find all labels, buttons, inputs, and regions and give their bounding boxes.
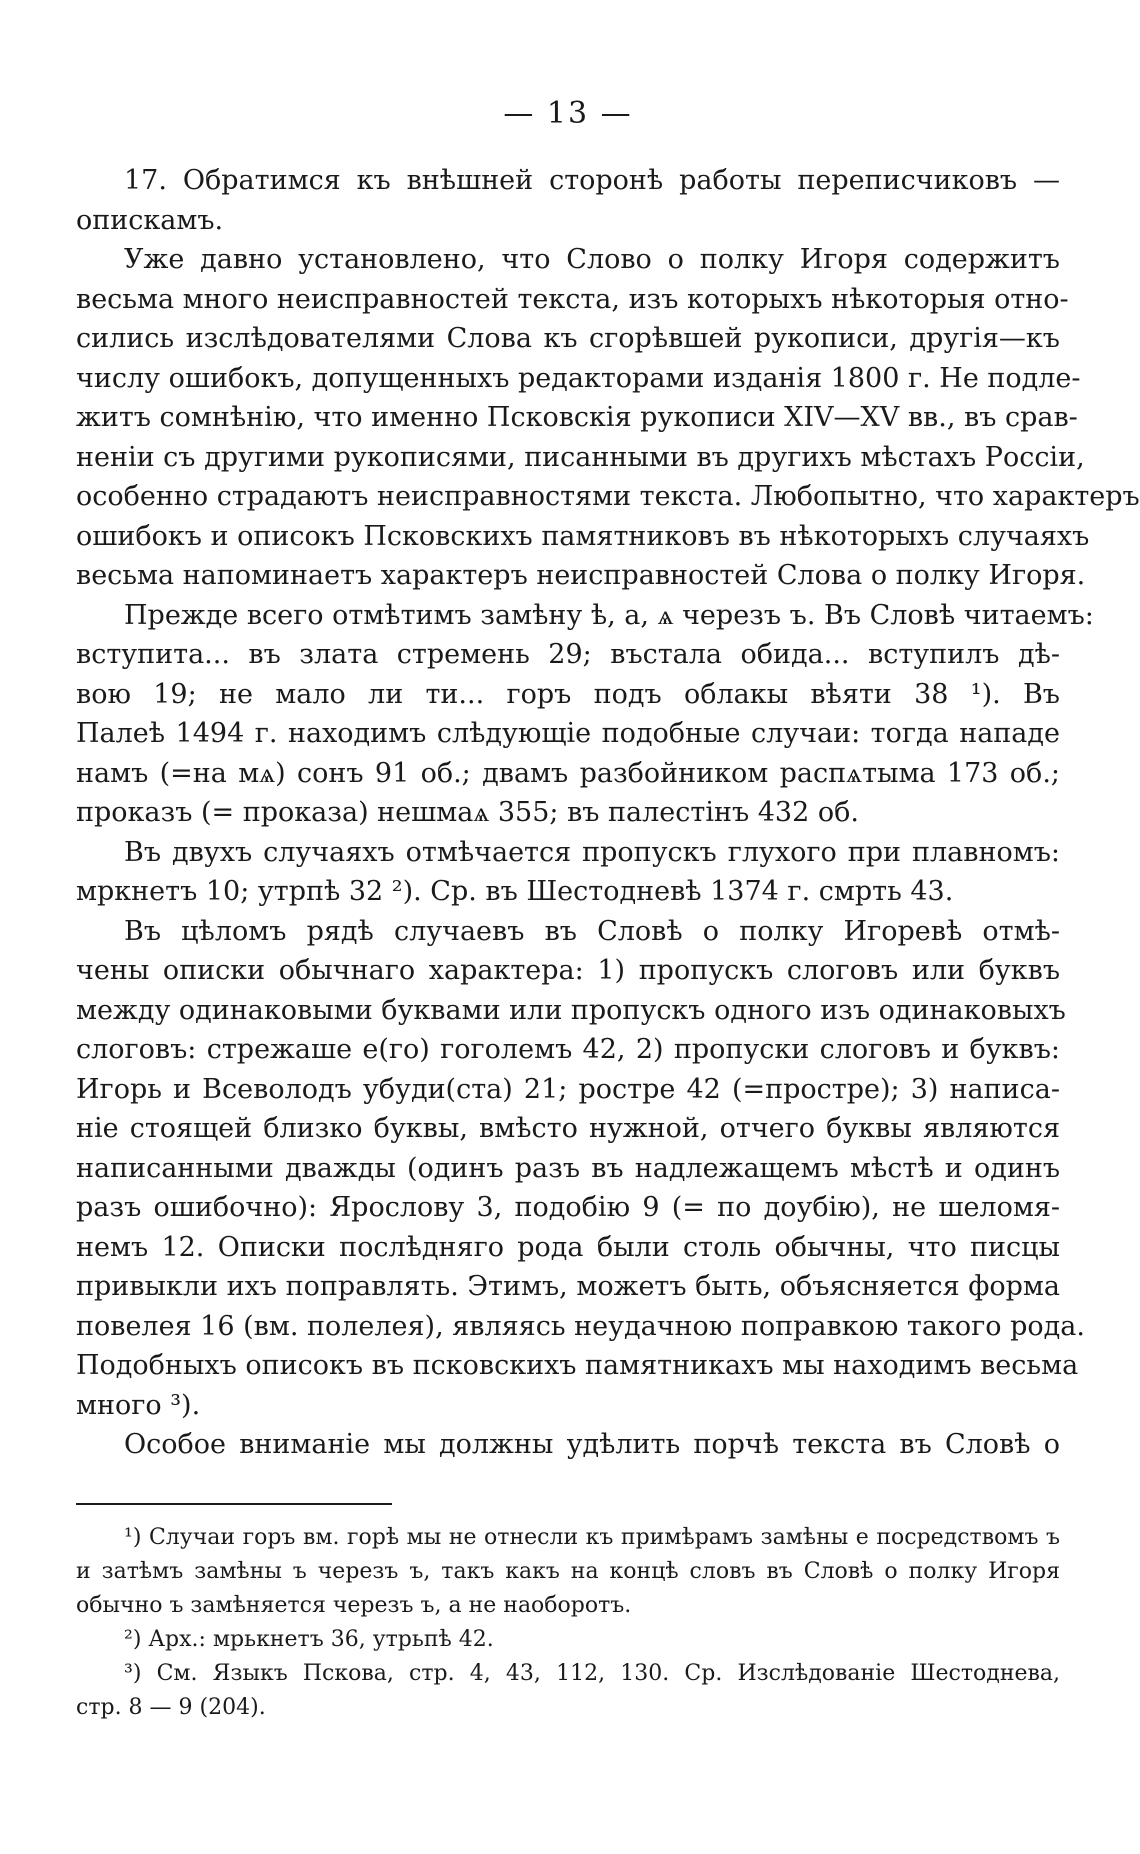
text-line: Уже давно установлено, что Слово о полку Игоря содержитъ <box>124 244 1060 275</box>
text-line: между одинаковыми буквами или пропускъ одного изъ одинаковыхъ <box>76 994 1066 1026</box>
text-line: повелея 16 (вм. полелея), являясь неудачною поправкою такого рода. <box>76 1310 1085 1342</box>
text-line: много ³). <box>76 1389 201 1421</box>
text-line: сились изслѣдователями Слова къ сгорѣвшей рукописи, другія—къ <box>76 323 1060 354</box>
footnote-line: ¹) Случаи горъ вм. горѣ мы не отнесли къ примѣрамъ замѣны е посредствомъ ъ <box>124 1524 1060 1550</box>
text-line: весьма напоминаетъ характеръ неисправностей Слова о полку Игоря. <box>76 560 1086 591</box>
paragraph-1 <box>76 161 1060 240</box>
footnote-1 <box>76 1521 1060 1623</box>
paragraph-4 <box>76 833 1060 912</box>
footnote-line: стр. 8 — 9 (204). <box>76 1694 266 1720</box>
text-line: Палеѣ 1494 г. находимъ слѣдующіе подобные случаи: тогда нападе <box>76 718 1060 749</box>
paragraph-5 <box>76 912 1085 1426</box>
text-line: Игорь и Всеволодъ убуди(ста) 21; ростре 42 (=простре); 3) написа- <box>76 1073 1060 1105</box>
text-line: мркнетъ 10; утрпѣ 32 ²). Ср. въ Шестодневѣ 1374 г. смрть 43. <box>76 876 954 907</box>
text-line: 17. Обратимся къ внѣшней сторонѣ работы переписчиковъ — <box>124 165 1060 196</box>
text-line: Прежде всего отмѣтимъ замѣну ѣ, а, ѧ черезъ ъ. Въ Словѣ читаемъ: <box>124 599 1094 631</box>
text-line: опискамъ. <box>76 204 224 236</box>
text-line: слоговъ: стрежаше е(го) гоголемъ 42, 2) пропуски слоговъ и буквъ: <box>76 1034 1060 1065</box>
paragraph-2 <box>76 240 1140 596</box>
body-text <box>76 161 1140 1465</box>
text-line: ошибокъ и описокъ Псковскихъ памятниковъ въ нѣкоторыхъ случаяхъ <box>76 520 1090 552</box>
text-line: намъ (=на мѧ) сонъ 91 об.; двамъ разбойником распѧтыма 173 об.; <box>76 757 1060 789</box>
footnote-divider <box>76 1503 392 1505</box>
text-line: привыкли ихъ поправлять. Этимъ, можетъ быть, объясняется форма <box>76 1271 1060 1302</box>
text-line: чены описки обычнаго характера: 1) пропускъ слоговъ или буквъ <box>76 955 1060 986</box>
text-line: написанными дважды (одинъ разъ въ надлежащемъ мѣстѣ и одинъ <box>76 1152 1060 1184</box>
text-line: весьма много неисправностей текста, изъ которыхъ нѣкоторыя отно- <box>76 283 1069 315</box>
footnote-line: ²) Арх.: мрькнетъ 36, утрьпѣ 42. <box>124 1626 494 1652</box>
text-line: Въ цѣломъ рядѣ случаевъ въ Словѣ о полку Игоревѣ отмѣ- <box>124 915 1060 947</box>
text-line: вступита... въ злата стремень 29; въстала обида... вступилъ дѣ- <box>76 639 1060 670</box>
paragraph-3 <box>76 596 1094 833</box>
text-line: неніи съ другими рукописями, писанными въ другихъ мѣстахъ Россіи, <box>76 441 1085 473</box>
text-line: разъ ошибочно): Ярослову 3, подобію 9 (= по доубію), не шеломя- <box>76 1192 1060 1223</box>
text-line: Особое вниманіе мы должны удѣлить порчѣ текста въ Словѣ о <box>124 1429 1060 1460</box>
footnote-2 <box>76 1623 1060 1657</box>
footnotes <box>76 1521 1060 1725</box>
text-line: Въ двухъ случаяхъ отмѣчается пропускъ глухого при плавномъ: <box>124 836 1060 868</box>
footnote-3 <box>76 1657 1060 1725</box>
paragraph-6 <box>76 1425 1060 1465</box>
text-line: проказъ (= проказа) нешмаѧ 355; въ палестінъ 432 об. <box>76 797 859 828</box>
text-line: вою 19; не мало ли ти... горъ подъ облакы вѣяти 38 ¹). Въ <box>76 678 1060 710</box>
page <box>76 96 1140 1725</box>
text-line: Подобныхъ описокъ въ псковскихъ памятникахъ мы находимъ весьма <box>76 1350 1079 1381</box>
text-line: особенно страдаютъ неисправностями текста. Любопытно, что характеръ <box>76 481 1140 512</box>
page-number: — 13 — <box>503 96 633 131</box>
footnote-line: обычно ъ замѣняется черезъ ъ, а не наоборотъ. <box>76 1592 632 1618</box>
text-line: ніе стоящей близко буквы, вмѣсто нужной, отчего буквы являются <box>76 1113 1060 1144</box>
text-line: числу ошибокъ, допущенныхъ редакторами изданія 1800 г. Не подле- <box>76 362 1081 394</box>
text-line: немъ 12. Описки послѣдняго рода были столь обычны, что писцы <box>76 1231 1060 1263</box>
text-line: житъ сомнѣнію, что именно Псковскія рукописи XIV—XV вв., въ срав- <box>76 402 1078 433</box>
footnote-line: и затѣмъ замѣны ъ черезъ ъ, такъ какъ на концѣ словъ въ Словѣ о полку Игоря <box>76 1558 1060 1584</box>
footnote-line: ³) См. Языкъ Пскова, стр. 4, 43, 112, 130. Ср. Изслѣдованіе Шестоднева, <box>124 1660 1060 1686</box>
